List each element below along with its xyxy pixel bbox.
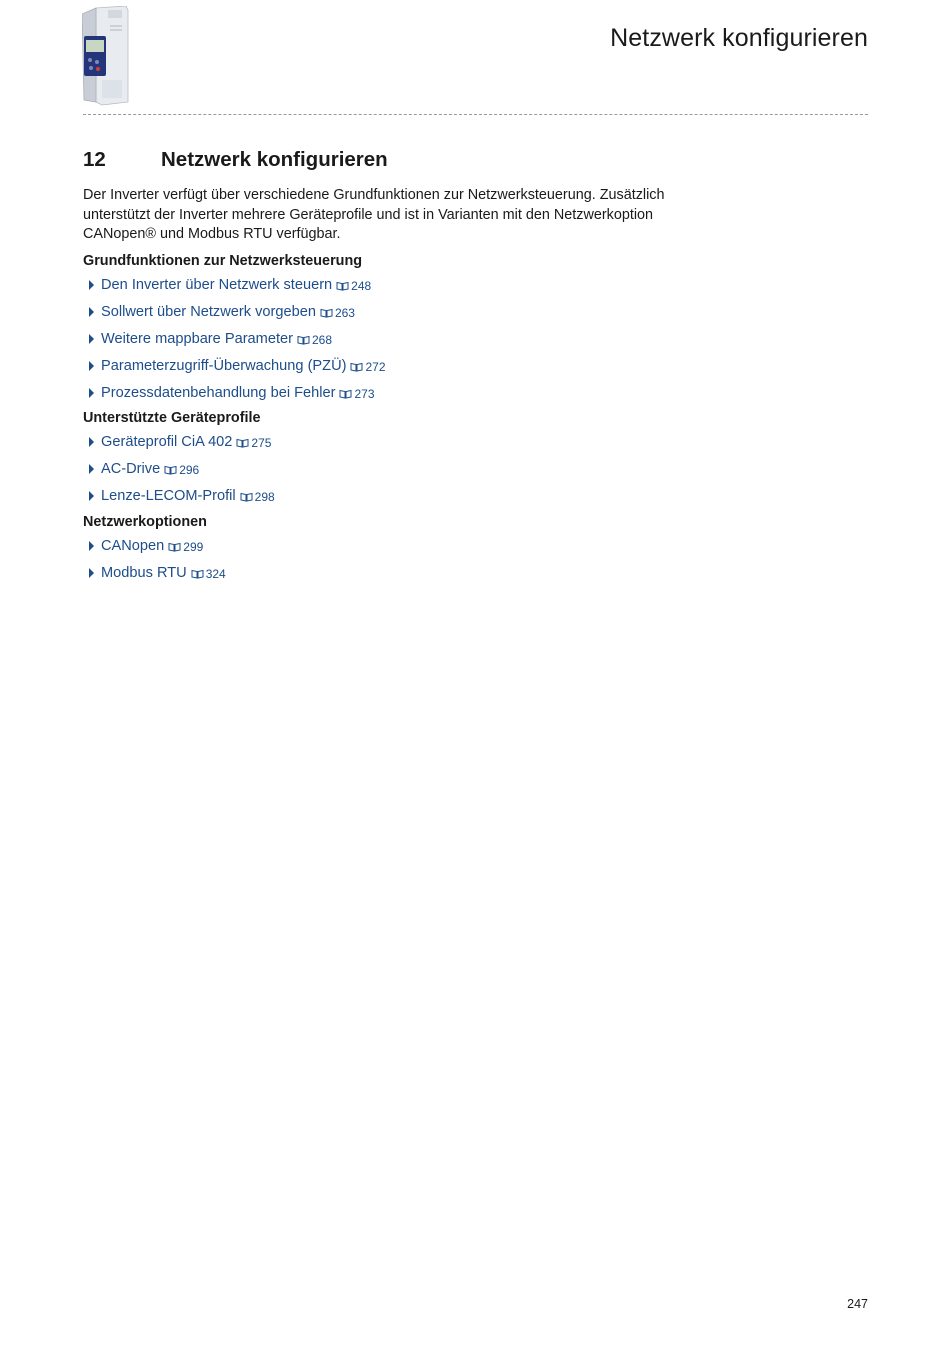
link-label: AC-Drive xyxy=(101,461,161,477)
book-icon xyxy=(164,465,177,475)
page-reference: 273 xyxy=(354,387,375,401)
page-reference: 275 xyxy=(251,436,272,450)
intro-paragraph: Der Inverter verfügt über verschiedene Grundfunktionen zur Netzwerksteuerung. Zusätzlich unterstützt der Inverter mehrere Geräteprofile und ist in Varianten mit den Netzwerkoption CANopen® und Modbus RTU verfügbar. xyxy=(83,187,665,242)
page-reference: 324 xyxy=(205,567,226,581)
book-icon xyxy=(336,281,349,291)
page-reference: 248 xyxy=(351,279,372,293)
page-reference: 299 xyxy=(183,540,204,554)
section-heading-grundfunktionen: Grundfunktionen zur Netzwerksteuerung xyxy=(83,253,363,269)
running-title: Netzwerk konfigurieren xyxy=(610,24,868,52)
link-label: Sollwert über Netzwerk vorgeben xyxy=(101,304,316,320)
page-reference: 272 xyxy=(365,360,386,374)
link-sollwert-vorgeben[interactable] xyxy=(88,302,355,322)
link-den-inverter-steuern[interactable] xyxy=(88,275,371,295)
page-number: 247 xyxy=(847,1297,868,1311)
link-label: Lenze-LECOM-Profil xyxy=(101,488,236,504)
link-canopen[interactable] xyxy=(88,536,203,556)
triangle-right-icon xyxy=(89,307,94,317)
book-icon xyxy=(236,438,249,448)
book-icon xyxy=(339,389,352,399)
link-label: Prozessdatenbehandlung bei Fehler xyxy=(101,385,336,401)
triangle-right-icon xyxy=(89,280,94,290)
book-icon xyxy=(168,542,181,552)
link-label: Modbus RTU xyxy=(101,565,187,581)
triangle-right-icon xyxy=(89,541,94,551)
link-label: Parameterzugriff-Überwachung (PZÜ) xyxy=(101,358,347,374)
chapter-heading xyxy=(83,148,388,172)
book-icon xyxy=(240,492,253,502)
link-modbus-rtu[interactable] xyxy=(88,563,226,583)
triangle-right-icon xyxy=(89,388,94,398)
link-mappbare-parameter[interactable] xyxy=(88,329,332,349)
section-heading-geraeteprofile: Unterstützte Geräteprofile xyxy=(83,410,261,426)
triangle-right-icon xyxy=(89,464,94,474)
book-icon xyxy=(191,569,204,579)
header-divider xyxy=(83,114,868,115)
link-ac-drive[interactable] xyxy=(88,459,199,479)
page-reference: 268 xyxy=(311,333,333,347)
chapter-title: Netzwerk konfigurieren xyxy=(161,148,388,171)
book-icon xyxy=(320,308,333,318)
page-reference: 296 xyxy=(179,463,200,477)
link-geraeteprofil-cia-402[interactable] xyxy=(88,432,271,452)
page-reference: 298 xyxy=(254,490,275,504)
link-lenze-lecom-profil[interactable] xyxy=(88,486,275,506)
link-label: Weitere mappbare Parameter xyxy=(101,331,293,347)
triangle-right-icon xyxy=(89,491,94,501)
inverter-device-image xyxy=(82,6,134,106)
link-prozessdatenbehandlung[interactable] xyxy=(88,383,375,403)
triangle-right-icon xyxy=(89,334,94,344)
chapter-number: 12 xyxy=(83,148,106,171)
link-label: CANopen xyxy=(101,538,165,554)
link-label: Geräteprofil CiA 402 xyxy=(101,434,233,450)
book-icon xyxy=(350,362,363,372)
page-reference: 263 xyxy=(334,306,355,320)
triangle-right-icon xyxy=(89,361,94,371)
book-icon xyxy=(297,335,310,345)
section-heading-netzwerkoptionen: Netzwerkoptionen xyxy=(83,514,207,530)
triangle-right-icon xyxy=(89,568,94,578)
link-parameterzugriff-ueberwachung[interactable] xyxy=(88,356,386,376)
link-label: Den Inverter über Netzwerk steuern xyxy=(101,277,333,293)
triangle-right-icon xyxy=(89,437,94,447)
